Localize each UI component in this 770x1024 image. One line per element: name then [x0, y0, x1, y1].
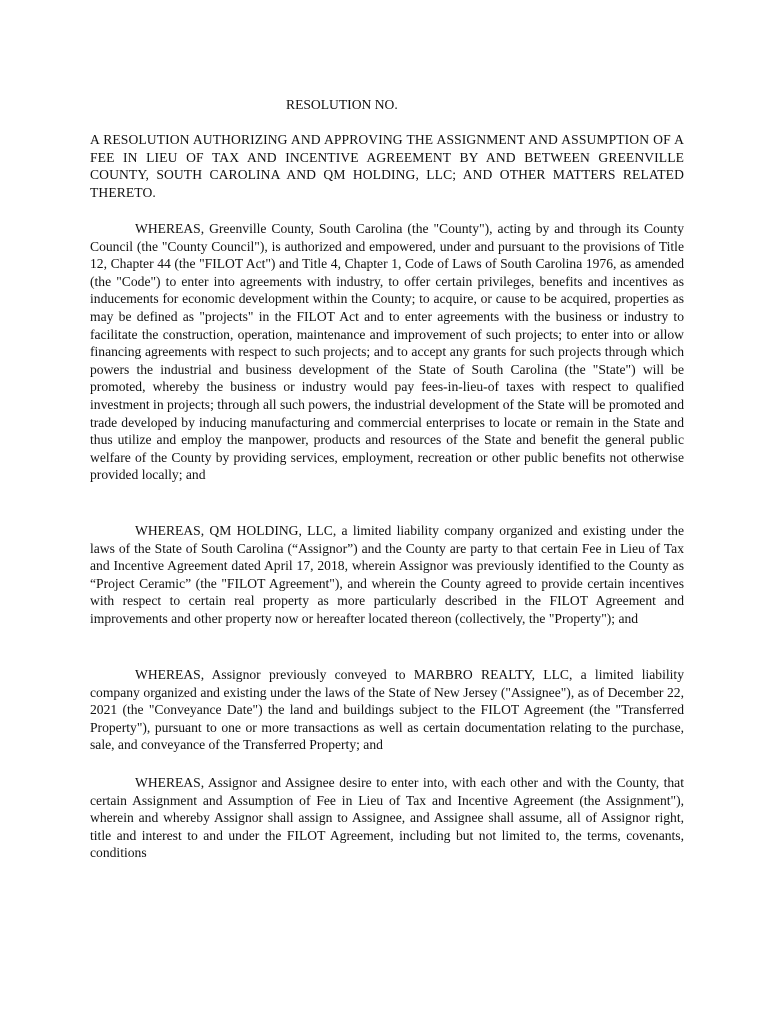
- whereas-paragraph-marbro-realty: WHEREAS, Assignor previously conveyed to MARBRO REALTY, LLC, a limited liability company organized and existing under the laws of the State of New Jersey ("Assignee"), as of December 22, 2021 (the "Conveyance Date") the land and buildings subject to the FILOT Agreement (the "Transferred Property"), pursuant to one or more transactions as well as certain documentation relating to the purchase, sale, and conveyance of the Transferred Property; and: [90, 667, 684, 753]
- resolution-heading: RESOLUTION NO.: [286, 97, 398, 112]
- whereas-paragraph-assignment: WHEREAS, Assignor and Assignee desire to enter into, with each other and with the County, that certain Assignment and Assumption of Fee in Lieu of Tax and Incentive Agreement (the Assignment"), wherein and whereby Assignor shall assign to Assignee, and Assignee shall assume, all of Assignor right, title and interest to and under the FILOT Agreement, including but not limited to, the terms, covenants, conditions: [90, 775, 684, 861]
- resolution-title: A RESOLUTION AUTHORIZING AND APPROVING THE ASSIGNMENT AND ASSUMPTION OF A FEE IN LIEU OF TAX AND INCENTIVE AGREEMENT BY AND BETWEEN GREENVILLE COUNTY, SOUTH CAROLINA AND QM HOLDING, LLC; AND OTHER MATTERS RELATED THERETO.: [90, 132, 684, 200]
- whereas-paragraph-county-authority: WHEREAS, Greenville County, South Carolina (the "County"), acting by and through its County Council (the "County Council"), is authorized and empowered, under and pursuant to the provisions of Title 12, Chapter 44 (the "FILOT Act") and Title 4, Chapter 1, Code of Laws of South Carolina 1976, as amended (the "Code") to enter into agreements with industry, to offer certain privileges, benefits and incentives as inducements for economic development within the County; to acquire, or cause to be acquired, properties as may be defined as "projects" in the FILOT Act and to enter agreements with the business or industry to facilitate the construction, operation, maintenance and improvement of such projects; to enter into or allow financing agreements with respect to such projects; and to accept any grants for such projects through which powers the industrial and business development of the State of South Carolina (the "State") will be promoted, whereby the business or industry would pay fees-in-lieu-of taxes with respect to qualified investment in projects; through all such powers, the industrial development of the State will be promoted and trade developed by inducing manufacturing and commercial enterprises to locate or remain in the State and thus utilize and employ the manpower, products and resources of the State and benefit the general public welfare of the County by providing services, employment, recreation or other public benefits not otherwise provided locally; and: [90, 221, 684, 483]
- whereas-paragraph-qm-holding: WHEREAS, QM HOLDING, LLC, a limited liability company organized and existing under the laws of the State of South Carolina (“Assignor”) and the County are party to that certain Fee in Lieu of Tax and Incentive Agreement dated April 17, 2018, wherein Assignor was previously identified to the County as “Project Ceramic” (the "FILOT Agreement"), and wherein the County agreed to provide certain incentives with respect to certain real property as more particularly described in the FILOT Agreement and improvements and other property now or hereafter located thereon (collectively, the "Property"); and: [90, 523, 684, 626]
